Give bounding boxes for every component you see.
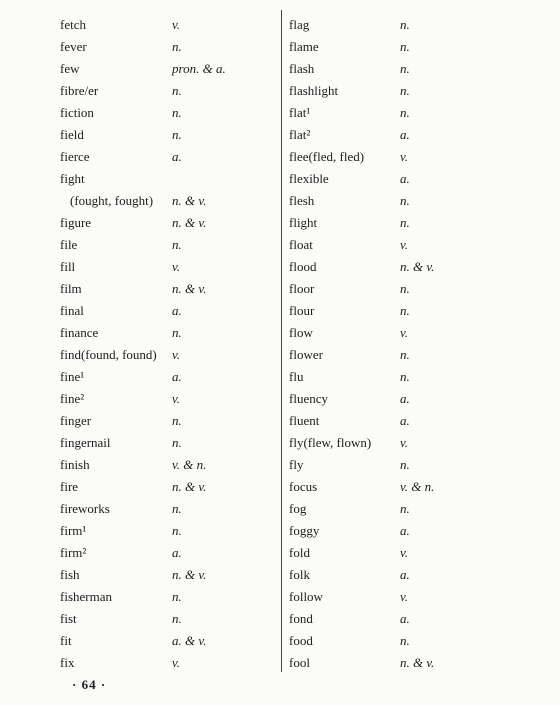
entry-word: flag [289, 17, 310, 32]
entry-word: fluency [289, 391, 328, 406]
entry-part-of-speech: n. [172, 39, 182, 54]
entry-part-of-speech: v. [172, 347, 181, 362]
page-number: · 64 · [72, 677, 107, 692]
entry-word: fix [60, 655, 75, 670]
entry-word: flesh [289, 193, 315, 208]
entry-part-of-speech: n. [400, 83, 410, 98]
entry-part-of-speech: n. [400, 369, 410, 384]
entry-part-of-speech: n. [172, 523, 182, 538]
entry-part-of-speech: a. [172, 369, 182, 384]
entry-part-of-speech: n. [400, 61, 410, 76]
entry-word: field [60, 127, 84, 142]
entry-word: floor [289, 281, 315, 296]
entry-part-of-speech: a. [400, 523, 410, 538]
entry-part-of-speech: n. & v. [400, 259, 435, 274]
entry-part-of-speech: pron. & a. [172, 61, 226, 76]
entry-word: fist [60, 611, 77, 626]
entry-part-of-speech: n. [172, 413, 182, 428]
entry-part-of-speech: n. [400, 281, 410, 296]
entry-part-of-speech: n. [400, 215, 410, 230]
entry-word: fierce [60, 149, 90, 164]
entry-word: file [60, 237, 78, 252]
entry-part-of-speech: n. [172, 83, 182, 98]
entry-part-of-speech: a. [400, 611, 410, 626]
entry-word: fond [289, 611, 313, 626]
entry-word: film [60, 281, 82, 296]
entry-word: fight [60, 171, 85, 186]
entry-part-of-speech: n. [400, 457, 410, 472]
entry-part-of-speech: n. [400, 105, 410, 120]
entry-word: folk [289, 567, 310, 582]
entry-part-of-speech: n. & v. [172, 281, 207, 296]
entry-part-of-speech: n. & v. [172, 193, 207, 208]
entry-word: flame [289, 39, 319, 54]
entry-word: follow [289, 589, 323, 604]
entry-part-of-speech: v. [400, 237, 409, 252]
entry-part-of-speech: v. [172, 259, 181, 274]
entry-word: finance [60, 325, 99, 340]
entry-word: fireworks [60, 501, 110, 516]
entry-part-of-speech: v. [172, 391, 181, 406]
entry-word: fine¹ [60, 369, 85, 384]
entry-word: flow [289, 325, 313, 340]
entry-part-of-speech: v. & n. [400, 479, 435, 494]
entry-part-of-speech: n. [172, 611, 182, 626]
entry-word: fingernail [60, 435, 111, 450]
entry-word: fill [60, 259, 76, 274]
entry-word: (fought, fought) [70, 193, 154, 208]
entry-word: focus [289, 479, 318, 494]
entry-word: fly(flew, flown) [289, 435, 372, 450]
entry-word: firm² [60, 545, 87, 560]
entry-word: fold [289, 545, 310, 560]
entry-word: fool [289, 655, 310, 670]
entry-word: fluent [289, 413, 320, 428]
entry-word: find(found, found) [60, 347, 157, 362]
entry-word: flat¹ [289, 105, 311, 120]
entry-part-of-speech: v. [400, 325, 409, 340]
entry-word: fog [289, 501, 307, 516]
entry-word: flee(fled, fled) [289, 149, 365, 164]
entry-part-of-speech: n. [172, 435, 182, 450]
entry-word: flight [289, 215, 318, 230]
entry-part-of-speech: n. [172, 127, 182, 142]
entry-part-of-speech: a. [172, 545, 182, 560]
entry-part-of-speech: a. [400, 171, 410, 186]
entry-word: flour [289, 303, 315, 318]
entry-word: foggy [289, 523, 320, 538]
entry-word: flood [289, 259, 317, 274]
entry-part-of-speech: n. [400, 193, 410, 208]
entry-part-of-speech: n. [400, 39, 410, 54]
entry-part-of-speech: n. & v. [172, 215, 207, 230]
entry-part-of-speech: a. [400, 391, 410, 406]
entry-part-of-speech: v. & n. [172, 457, 207, 472]
entry-part-of-speech: n. [400, 633, 410, 648]
entry-part-of-speech: n. & v. [172, 567, 207, 582]
entry-word: final [60, 303, 84, 318]
entry-part-of-speech: n. [400, 501, 410, 516]
entry-word: figure [60, 215, 92, 230]
entry-word: fit [60, 633, 72, 648]
entry-part-of-speech: n. [400, 17, 410, 32]
entry-word: food [289, 633, 313, 648]
entry-part-of-speech: n. [400, 303, 410, 318]
entry-word: flower [289, 347, 323, 362]
entry-word: flashlight [289, 83, 339, 98]
entry-word: float [289, 237, 313, 252]
entry-word: fibre/er [60, 83, 99, 98]
entry-part-of-speech: n. & v. [172, 479, 207, 494]
entry-part-of-speech: n. [172, 501, 182, 516]
entry-part-of-speech: n. [172, 237, 182, 252]
entry-part-of-speech: v. [400, 589, 409, 604]
entry-word: flu [289, 369, 304, 384]
entry-part-of-speech: n. [172, 325, 182, 340]
column-divider [281, 10, 282, 672]
entry-word: finger [60, 413, 92, 428]
entry-part-of-speech: n. [400, 347, 410, 362]
entry-word: fine² [60, 391, 85, 406]
entry-word: flash [289, 61, 315, 76]
entry-part-of-speech: a. [400, 567, 410, 582]
entry-part-of-speech: v. [400, 435, 409, 450]
entry-part-of-speech: n. & v. [400, 655, 435, 670]
entry-part-of-speech: a. [400, 127, 410, 142]
entry-word: fish [60, 567, 80, 582]
entry-word: fever [60, 39, 87, 54]
entry-word: fetch [60, 17, 86, 32]
entry-part-of-speech: v. [172, 17, 181, 32]
entry-word: flat² [289, 127, 311, 142]
entry-part-of-speech: a. [172, 149, 182, 164]
entry-word: few [60, 61, 80, 76]
entry-part-of-speech: n. [172, 105, 182, 120]
entry-part-of-speech: v. [400, 149, 409, 164]
entry-word: fisherman [60, 589, 112, 604]
entry-part-of-speech: a. [172, 303, 182, 318]
entry-word: flexible [289, 171, 329, 186]
entry-word: fire [60, 479, 79, 494]
entry-word: firm¹ [60, 523, 87, 538]
entry-word: fly [289, 457, 304, 472]
entry-part-of-speech: v. [400, 545, 409, 560]
entry-word: finish [60, 457, 90, 472]
entry-part-of-speech: v. [172, 655, 181, 670]
entry-part-of-speech: a. [400, 413, 410, 428]
entry-part-of-speech: a. & v. [172, 633, 207, 648]
entry-part-of-speech: n. [172, 589, 182, 604]
entry-word: fiction [60, 105, 94, 120]
